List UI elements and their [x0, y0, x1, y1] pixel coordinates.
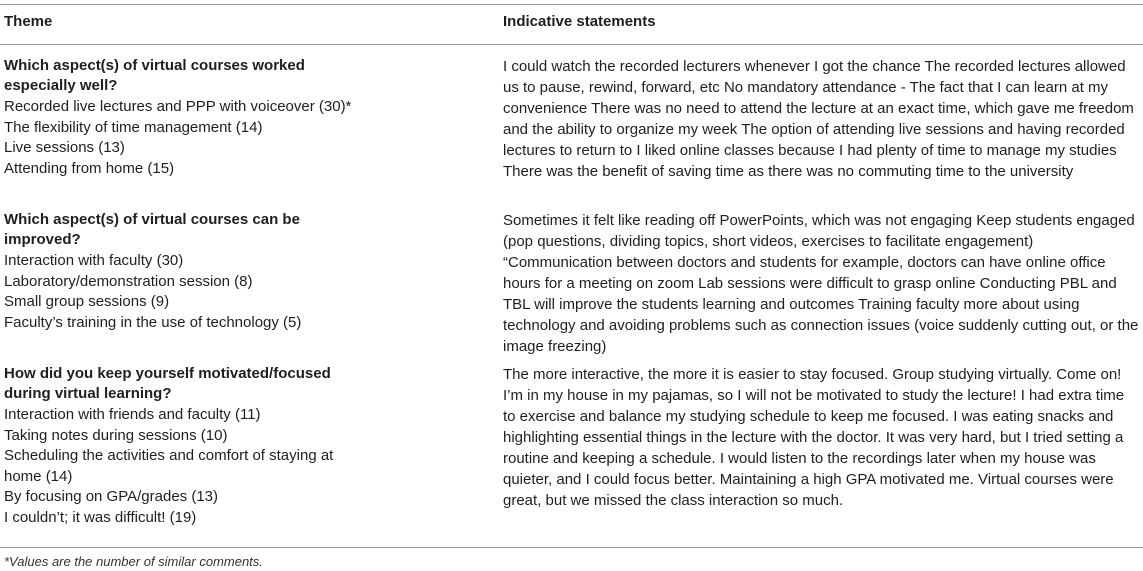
theme-item: Laboratory/demonstration session (8): [4, 272, 253, 290]
statements-text: The more interactive, the more it is easier to stay focused. Group studying virtually. Come on! I’m in my house in my pajamas, so I will not be motivated to study the lecture! I had extra time to exercise and balance my studying schedule to keep me focused. I was eating snacks and highlighting essential things in the lecture with the doctor. It was very hard, but I tried setting a routine and keeping a schedule. I would listen to the recordings later when my house was quieter, and I could focus better. Maintaining a high GPA motivated me. Virtual courses were great, but we missed the class interaction so much.: [503, 366, 1125, 509]
table-bottom-rule: [0, 547, 1143, 548]
theme-question: Which aspect(s) of virtual courses worked especially well?: [4, 57, 305, 94]
theme-item: Live sessions (13): [4, 139, 125, 156]
column-header-theme: Theme: [4, 13, 53, 30]
theme-item: Interaction with friends and faculty (11): [4, 406, 261, 423]
table-top-rule: [0, 4, 1143, 5]
theme-item: Attending from home (15): [4, 159, 175, 177]
theme-item: Scheduling the activities and comfort of staying at home (14): [4, 447, 334, 485]
theme-item: Taking notes during sessions (10): [4, 426, 228, 444]
theme-question: Which aspect(s) of virtual courses can be improved?: [4, 211, 300, 248]
table-row-statements-cell: [503, 56, 1139, 182]
table-row-statements-cell: [503, 210, 1139, 357]
theme-item: Faculty’s training in the use of technology (5): [4, 313, 302, 331]
theme-item: The flexibility of time management (14): [4, 118, 263, 136]
table-footnote: *Values are the number of similar comments.: [4, 554, 263, 569]
theme-item: Recorded live lectures and PPP with voiceover (30)*: [4, 98, 352, 115]
table-row-statements-cell: [503, 364, 1139, 511]
statements-text: I could watch the recorded lecturers whenever I got the chance The recorded lectures allowed us to pause, rewind, forward, etc No mandatory attendance - The fact that I can learn at my convenience There was no need to attend the lecture at an exact time, which gave me freedom and the ability to organize my week The option of attending live sessions and having recorded lectures to return to I liked online classes because I had plenty of time to manage my studies There was the benefit of saving time as there was no commuting time to the university: [503, 58, 1134, 180]
column-header-statements: Indicative statements: [503, 13, 656, 30]
theme-item: I couldn’t; it was difficult! (19): [4, 508, 197, 526]
theme-question: How did you keep yourself motivated/focused during virtual learning?: [4, 365, 331, 402]
statements-text: Sometimes it felt like reading off PowerPoints, which was not engaging Keep students engaged (pop questions, dividing topics, short videos, exercises to facilitate engagement) “Communication between doctors and students for example, doctors can have online office hours for a meeting on zoom Lab sessions were difficult to grasp online Conducting PBL and TBL will improve the students learning and outcomes Training faculty more about using technology and avoiding problems such as connection issues (voice suddenly cutting out, or the image freezing): [503, 212, 1139, 355]
table-row-theme-cell: [4, 56, 474, 179]
theme-item: By focusing on GPA/grades (13): [4, 488, 218, 505]
theme-item: Interaction with faculty (30): [4, 252, 184, 269]
table-row-theme-cell: [4, 364, 474, 528]
theme-item: Small group sessions (9): [4, 293, 170, 310]
table-row-theme-cell: [4, 210, 474, 333]
header-divider-rule: [0, 44, 1143, 45]
